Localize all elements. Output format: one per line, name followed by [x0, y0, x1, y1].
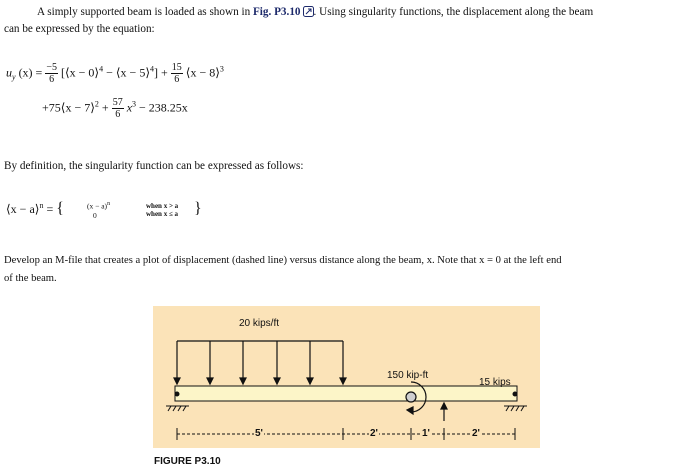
eq-line2-term-a: +75⟨x − 7⟩	[42, 100, 95, 115]
eq-lhs-sub: y	[12, 72, 16, 82]
def-case-1-exp: n	[107, 201, 111, 207]
fraction-2-numerator: 15	[171, 62, 182, 73]
open-brace: {	[56, 200, 64, 217]
beam-figure	[153, 306, 540, 448]
intro-text-2: . Using singularity functions, the displacement along the beam	[313, 6, 594, 18]
distributed-load-arrowhead-2	[207, 378, 213, 384]
dimension-label-1: 5'	[255, 428, 263, 439]
eq-term-1b-exp: 4	[150, 64, 155, 74]
external-link-icon[interactable]	[303, 6, 314, 22]
singularity-definition	[6, 200, 64, 218]
distributed-load-arrowhead-5	[307, 378, 313, 384]
fraction-1-denominator: 6	[49, 74, 55, 85]
fraction-3-denominator: 6	[115, 109, 121, 120]
right-pin	[513, 392, 517, 396]
eq-term-1-exp: 4	[99, 64, 104, 74]
eq-lhs-arg: (x) =	[18, 65, 43, 80]
eq-term-1: [⟨x − 0⟩	[60, 65, 100, 80]
intro-line-1	[37, 5, 593, 22]
distributed-load-arrowhead-1	[174, 378, 180, 384]
eq-lhs: u	[6, 65, 12, 80]
dimension-label-2: 2'	[370, 428, 378, 439]
eq-term-2-exp: 3	[219, 64, 224, 74]
beam-body	[175, 386, 517, 401]
moment-label: 150 kip-ft	[387, 370, 429, 381]
displacement-equation-line-2	[42, 97, 188, 120]
fraction-2	[171, 62, 183, 85]
distributed-load-arrowhead-4	[274, 378, 280, 384]
definition-text: By definition, the singularity function can be expressed as follows:	[4, 160, 304, 172]
fraction-2-denominator: 6	[174, 74, 180, 85]
point-force-label: 15 kips	[479, 377, 511, 388]
def-values	[87, 200, 110, 220]
eq-term-1c: ] +	[154, 65, 168, 80]
point-force-arrow	[441, 403, 447, 421]
intro-text-1: A simply supported beam is loaded as shown in	[37, 6, 251, 18]
def-case-1-condition: when x > a	[146, 202, 179, 210]
intro-line-2: can be expressed by the equation:	[4, 23, 155, 35]
figure-reference-link[interactable]: Fig. P3.10	[252, 6, 301, 18]
dimension-label-3: 1'	[422, 428, 430, 439]
def-case-1-value: (x − a)	[87, 201, 108, 211]
eq-term-2: ⟨x − 8⟩	[185, 65, 220, 80]
eq-term-4: − 238.25x	[139, 100, 188, 115]
def-conditions	[146, 202, 178, 218]
distributed-load-arrowhead-6	[340, 378, 346, 384]
displacement-equation-line-1	[6, 62, 224, 85]
fraction-3-numerator: 57	[112, 97, 123, 108]
fraction-1	[45, 62, 58, 85]
distributed-load-arrowhead-3	[240, 378, 246, 384]
left-pin	[175, 392, 179, 396]
fraction-3	[112, 97, 124, 120]
def-lhs-exp: n	[39, 201, 44, 210]
eq-line2-term-a-exp: 2	[94, 99, 99, 109]
fraction-1-numerator: −5	[46, 62, 57, 73]
def-case-2-value: 0	[93, 210, 97, 220]
dimension-line	[177, 428, 515, 440]
eq-line2-plus: +	[101, 100, 109, 115]
distributed-load-label: 20 kips/ft	[239, 318, 280, 329]
def-equals: =	[46, 202, 54, 216]
eq-term-1b: − ⟨x − 5⟩	[103, 65, 151, 80]
def-lhs: ⟨x − a⟩	[6, 202, 40, 216]
task-line-2: of the beam.	[4, 273, 57, 284]
close-brace: }	[194, 200, 202, 217]
dimension-label-4: 2'	[472, 428, 480, 439]
eq-term-3: x	[126, 100, 133, 115]
task-line-1: Develop an M-file that creates a plot of displacement (dashed line) versus distance along the beam, x. Note that x = 0 at the left end	[4, 255, 562, 266]
def-case-2-condition: when x ≤ a	[146, 210, 179, 218]
eq-term-3-exp: 3	[132, 99, 137, 109]
figure-caption: FIGURE P3.10	[154, 456, 221, 467]
